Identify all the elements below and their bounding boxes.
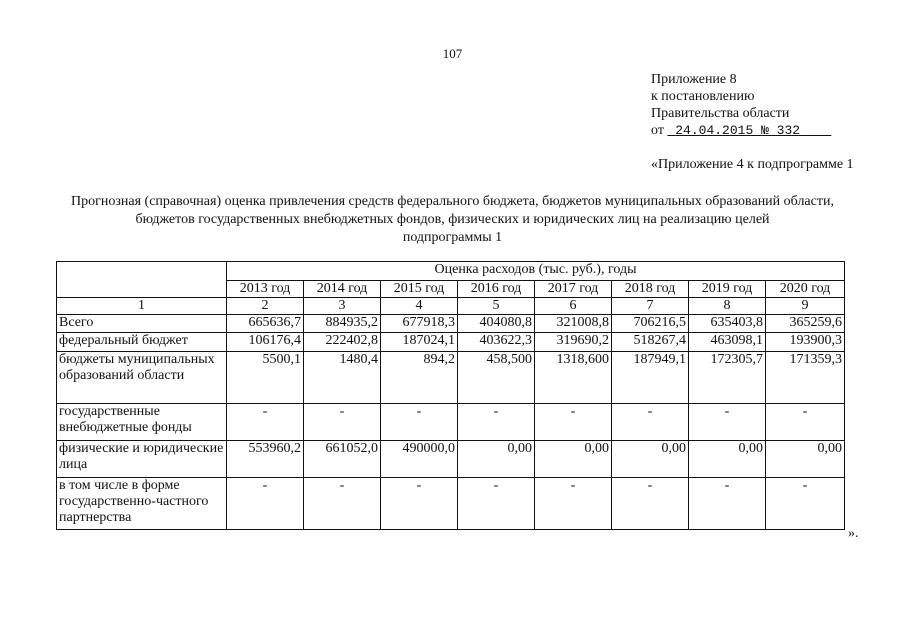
value-cell: 458,500	[458, 352, 535, 404]
value-cell: 321008,8	[535, 315, 612, 333]
table-row	[57, 478, 845, 530]
year-header-cell: 2014 год	[304, 281, 381, 298]
appendix-date-number: 24.04.2015 № 332	[675, 123, 801, 138]
title-line-3: подпрограммы 1	[402, 230, 503, 245]
value-cell: 0,00	[689, 441, 766, 478]
row-label-cell: государственные внебюджетные фонды	[57, 404, 227, 441]
subprogram-reference: «Приложение 4 к подпрограмме 1	[651, 157, 854, 172]
column-number-cell: 3	[304, 298, 381, 315]
value-cell: 187949,1	[612, 352, 689, 404]
value-cell: 171359,3	[766, 352, 845, 404]
appendix-line-2: к постановлению	[651, 89, 755, 104]
value-cell: 0,00	[766, 441, 845, 478]
value-cell: 884935,2	[304, 315, 381, 333]
value-cell: 665636,7	[227, 315, 304, 333]
column-number-cell: 5	[458, 298, 535, 315]
value-cell: -	[381, 404, 458, 441]
value-cell: 706216,5	[612, 315, 689, 333]
row-label-cell: Всего	[57, 315, 227, 333]
value-cell: 5500,1	[227, 352, 304, 404]
year-header-cell: 2016 год	[458, 281, 535, 298]
year-header-cell: 2017 год	[535, 281, 612, 298]
table-row	[57, 404, 845, 441]
column-number-cell: 7	[612, 298, 689, 315]
value-cell: 319690,2	[535, 333, 612, 352]
value-cell: 490000,0	[381, 441, 458, 478]
value-cell: -	[535, 478, 612, 530]
closing-quote: ».	[848, 526, 859, 541]
value-cell: -	[381, 478, 458, 530]
appendix-line-1: Приложение 8	[651, 72, 737, 87]
row-label-cell: бюджеты муниципальных образований области	[57, 352, 227, 404]
funding-table	[56, 261, 845, 530]
value-cell: 187024,1	[381, 333, 458, 352]
appendix-block	[651, 71, 831, 139]
value-cell: -	[458, 404, 535, 441]
document-title	[20, 193, 885, 247]
value-cell: 365259,6	[766, 315, 845, 333]
table-row	[57, 352, 845, 404]
value-cell: 0,00	[458, 441, 535, 478]
appendix-line-4	[651, 122, 831, 139]
value-cell: 553960,2	[227, 441, 304, 478]
year-header-cell: 2013 год	[227, 281, 304, 298]
value-cell: 635403,8	[689, 315, 766, 333]
year-header-cell: 2018 год	[612, 281, 689, 298]
year-header-cell: 2015 год	[381, 281, 458, 298]
value-cell: -	[612, 404, 689, 441]
table-row	[57, 333, 845, 352]
value-cell: 193900,3	[766, 333, 845, 352]
value-cell: 1318,600	[535, 352, 612, 404]
column-number-cell: 9	[766, 298, 845, 315]
value-cell: 404080,8	[458, 315, 535, 333]
title-line-1: Прогнозная (справочная) оценка привлечения средств федерального бюджета, бюджетов муниципальных образований области,	[71, 194, 834, 209]
table-row	[57, 315, 845, 333]
value-cell: 677918,3	[381, 315, 458, 333]
value-cell: 0,00	[612, 441, 689, 478]
value-cell: -	[304, 404, 381, 441]
value-cell: 106176,4	[227, 333, 304, 352]
value-cell: 518267,4	[612, 333, 689, 352]
column-number-cell: 1	[57, 298, 227, 315]
title-line-2: бюджетов государственных внебюджетных фондов, физических и юридических лиц на реализацию целей	[135, 212, 770, 227]
value-cell: -	[612, 478, 689, 530]
header-row-numbers	[57, 298, 845, 315]
appendix-date-prefix: от	[651, 123, 664, 138]
value-cell: -	[766, 404, 845, 441]
row-label-cell: федеральный бюджет	[57, 333, 227, 352]
value-cell: 661052,0	[304, 441, 381, 478]
value-cell: -	[227, 478, 304, 530]
column-number-cell: 8	[689, 298, 766, 315]
column-number-cell: 2	[227, 298, 304, 315]
table-row	[57, 441, 845, 478]
appendix-line-3: Правительства области	[651, 106, 790, 121]
year-header-cell: 2020 год	[766, 281, 845, 298]
value-cell: 1480,4	[304, 352, 381, 404]
value-cell: -	[689, 404, 766, 441]
page-number: 107	[442, 46, 463, 61]
row-label-cell: физические и юридические лица	[57, 441, 227, 478]
value-cell: 0,00	[535, 441, 612, 478]
column-number-cell: 4	[381, 298, 458, 315]
table-body	[57, 262, 845, 530]
value-cell: 222402,8	[304, 333, 381, 352]
row-label-cell: в том числе в форме государственно-частного партнерства	[57, 478, 227, 530]
year-header-cell: 2019 год	[689, 281, 766, 298]
value-cell: -	[766, 478, 845, 530]
value-cell: -	[458, 478, 535, 530]
header-empty-cell	[57, 262, 227, 298]
value-cell: -	[227, 404, 304, 441]
value-cell: 894,2	[381, 352, 458, 404]
value-cell: -	[689, 478, 766, 530]
value-cell: 463098,1	[689, 333, 766, 352]
group-header-cell: Оценка расходов (тыс. руб.), годы	[227, 262, 845, 281]
header-row-group	[57, 262, 845, 281]
column-number-cell: 6	[535, 298, 612, 315]
value-cell: 403622,3	[458, 333, 535, 352]
value-cell: 172305,7	[689, 352, 766, 404]
value-cell: -	[535, 404, 612, 441]
value-cell: -	[304, 478, 381, 530]
